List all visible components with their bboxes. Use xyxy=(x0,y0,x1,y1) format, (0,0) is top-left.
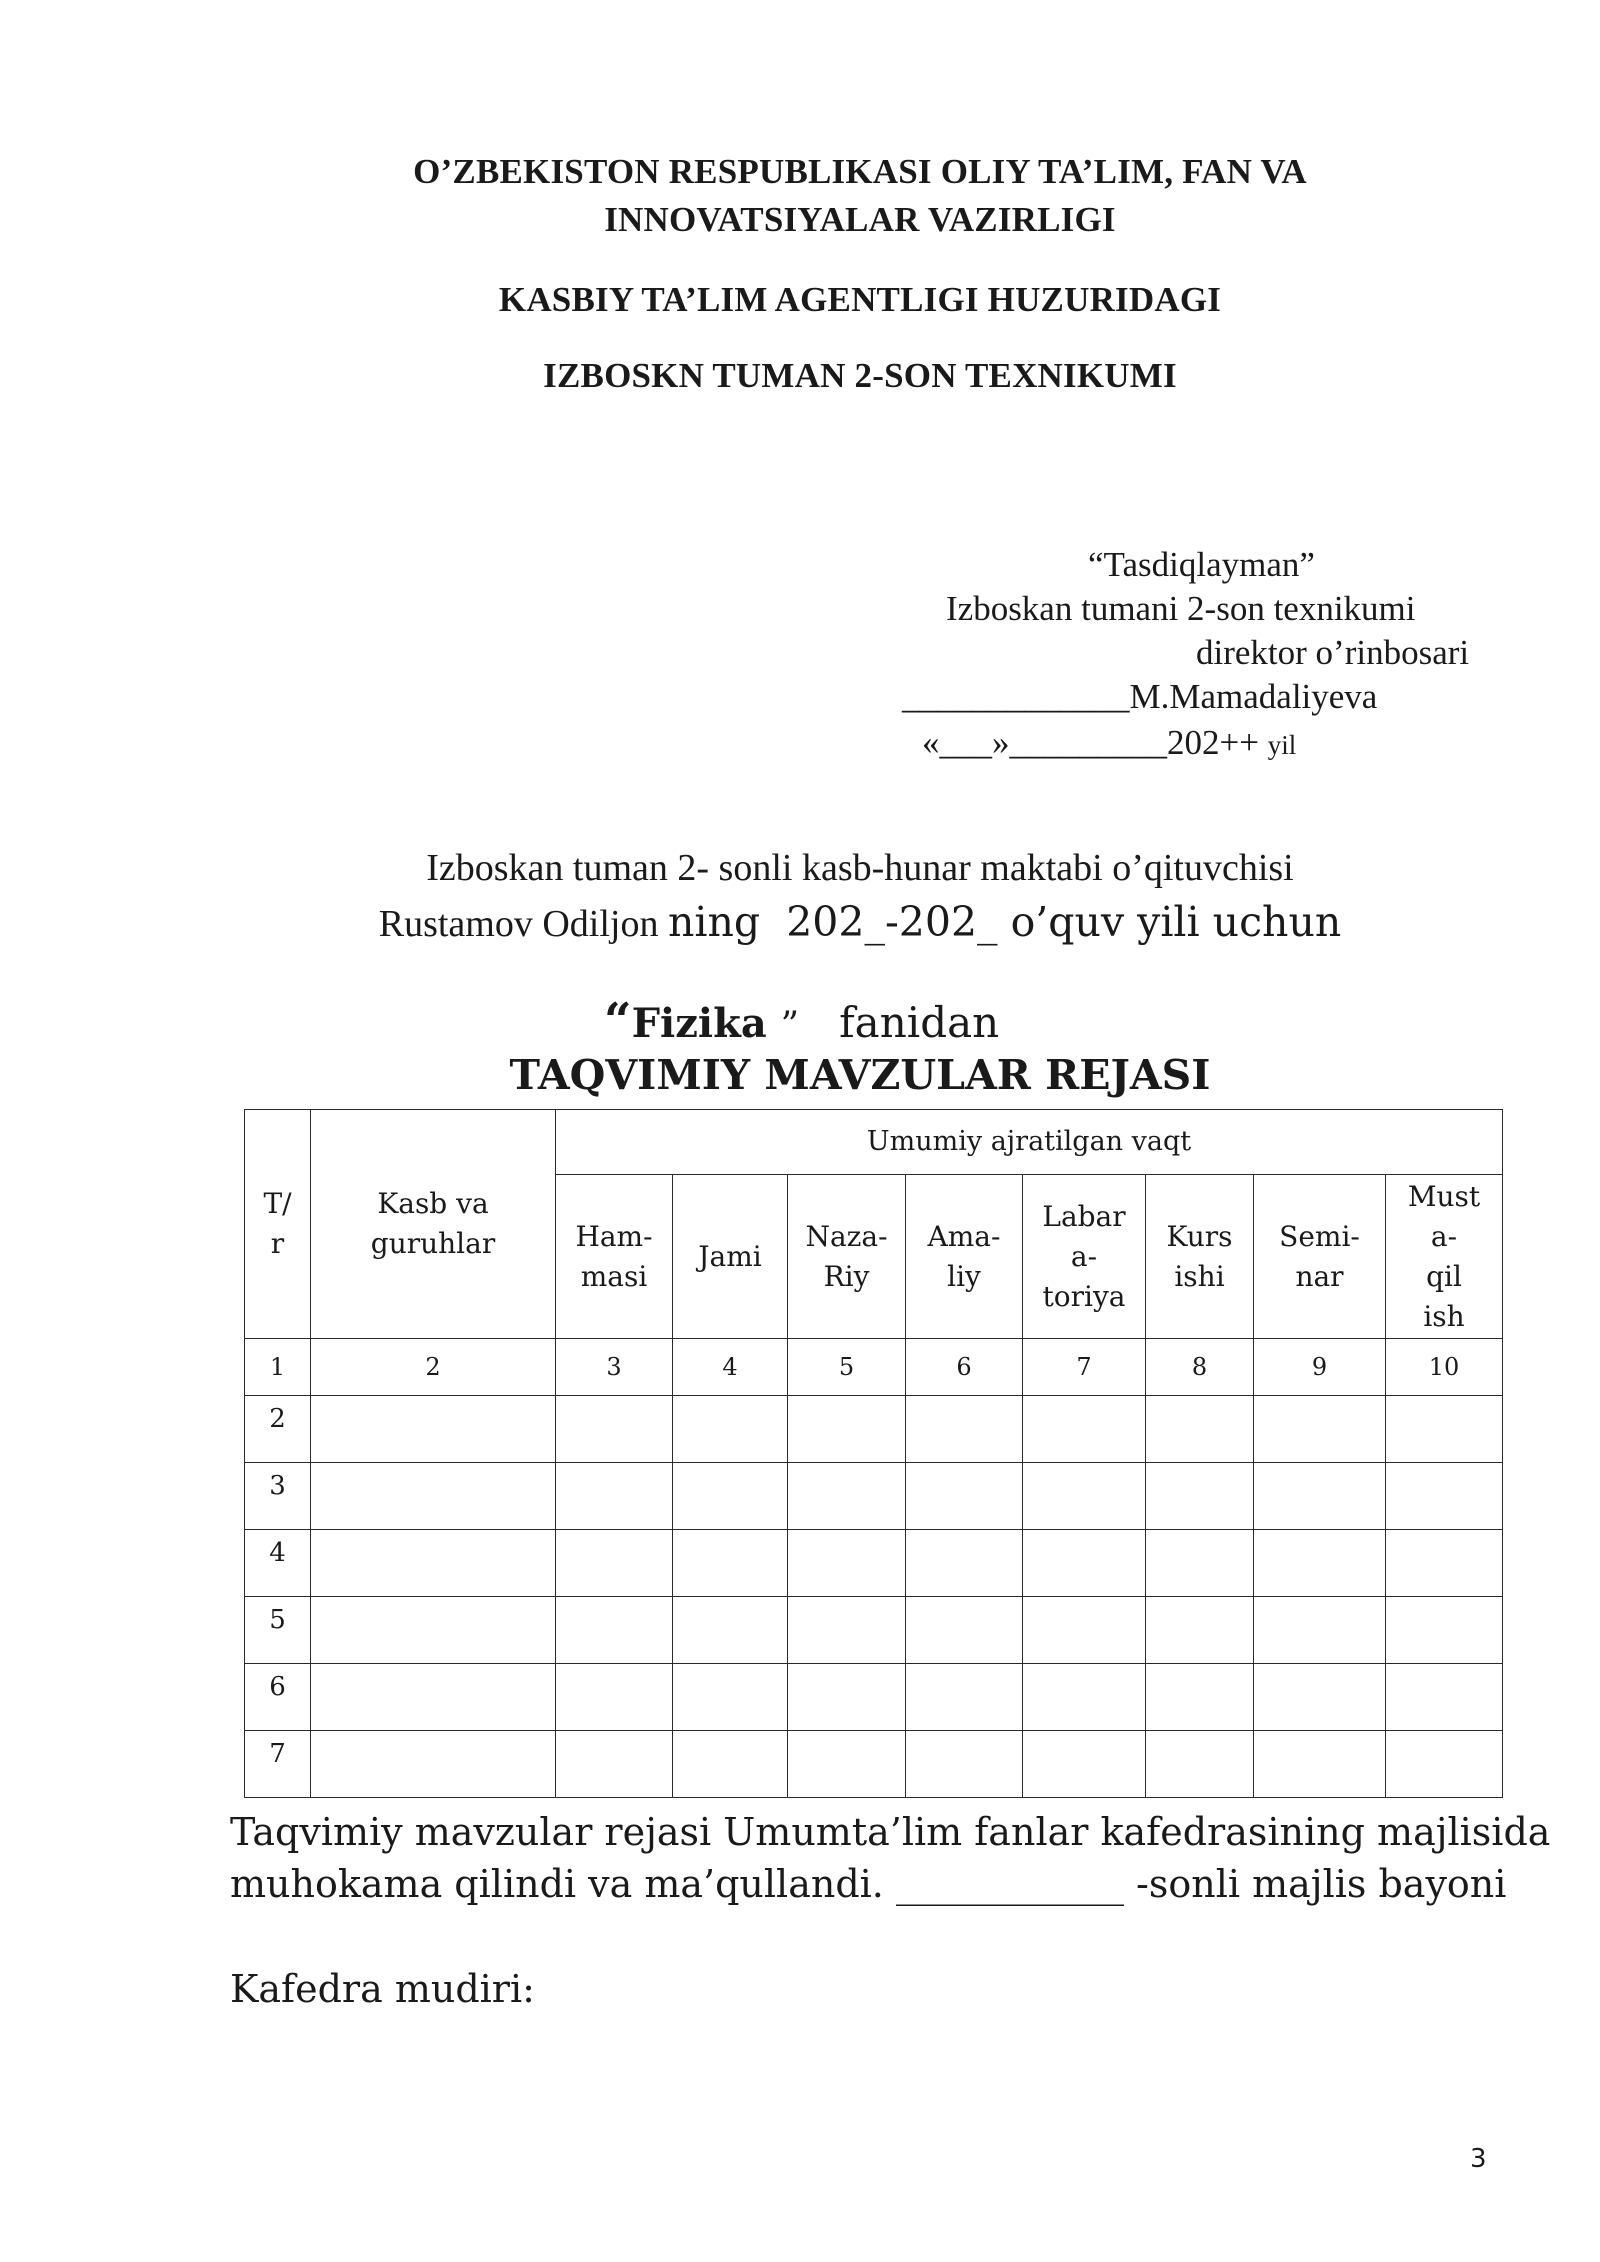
table-cell xyxy=(906,1664,1023,1731)
table-cell xyxy=(788,1463,906,1530)
table-cell xyxy=(1023,1396,1146,1463)
ministry-line-2: INNOVATSIYALAR VAZIRLIGI xyxy=(604,200,1116,239)
agency-line: KASBIY TA’LIM AGENTLIGI HUZURIDAGI xyxy=(498,280,1222,319)
intro-line-2-rest: ning 202_-202_ o’quv yili uchun xyxy=(667,898,1342,946)
row-number: 6 xyxy=(245,1664,311,1731)
intro-line-2 xyxy=(0,898,1600,946)
department-head-label: Kafedra mudiri: xyxy=(230,1967,535,2011)
table-cell xyxy=(1386,1731,1503,1798)
table-cell xyxy=(906,1396,1023,1463)
table-cell xyxy=(1146,1597,1254,1664)
table-cell xyxy=(906,1530,1023,1597)
header-labaratoriya: Labar a- toriya xyxy=(1023,1175,1146,1339)
table-cell xyxy=(673,1731,788,1798)
table-cell xyxy=(556,1463,673,1530)
row-number: 7 xyxy=(245,1731,311,1798)
table-cell xyxy=(906,1731,1023,1798)
table-cell xyxy=(556,1530,673,1597)
ministry-line-1: O’ZBEKISTON RESPUBLIKASI OLIY TA’LIM, FAN VA xyxy=(413,152,1307,191)
table-cell xyxy=(556,1396,673,1463)
table-cell xyxy=(673,1530,788,1597)
table-cell xyxy=(673,1664,788,1731)
col-number: 10 xyxy=(1386,1339,1503,1396)
table-cell xyxy=(1386,1664,1503,1731)
row-number: 4 xyxy=(245,1530,311,1597)
header-jami: Jami xyxy=(673,1175,788,1339)
table-cell xyxy=(673,1597,788,1664)
table-cell xyxy=(1386,1597,1503,1664)
table-cell xyxy=(788,1396,906,1463)
table-cell xyxy=(1386,1463,1503,1530)
table-cell xyxy=(673,1463,788,1530)
table-cell xyxy=(311,1396,556,1463)
header-ama-liy: Ama- liy xyxy=(906,1175,1023,1339)
row-number: 5 xyxy=(245,1597,311,1664)
header-mustaqil-ish: Must a- qil ish xyxy=(1386,1175,1503,1339)
header-seminar: Semi- nar xyxy=(1254,1175,1386,1339)
table-cell xyxy=(1146,1463,1254,1530)
approval-title: “Tasdiqlayman” xyxy=(1088,545,1315,584)
subject-close-quote: ” xyxy=(780,1005,800,1046)
col-number: 6 xyxy=(906,1339,1023,1396)
subject-open-quote: “ xyxy=(604,993,632,1049)
table-cell xyxy=(788,1664,906,1731)
school-line: IZBOSKN TUMAN 2-SON TEXNIKUMI xyxy=(543,356,1177,395)
table-row xyxy=(245,1731,1503,1798)
table-row xyxy=(245,1396,1503,1463)
table-cell xyxy=(311,1731,556,1798)
table-cell xyxy=(1023,1731,1146,1798)
header-row-top xyxy=(245,1110,1503,1175)
table-cell xyxy=(1023,1597,1146,1664)
subject-line xyxy=(604,993,999,1049)
col-number: 9 xyxy=(1254,1339,1386,1396)
table-row xyxy=(245,1597,1503,1664)
col-number: 8 xyxy=(1146,1339,1254,1396)
col-number: 4 xyxy=(673,1339,788,1396)
page-number: 3 xyxy=(1470,2144,1487,2174)
table-cell xyxy=(1254,1731,1386,1798)
table-cell xyxy=(1254,1530,1386,1597)
table-cell xyxy=(1023,1530,1146,1597)
document-title: TAQVIMIY MAVZULAR REJASI xyxy=(509,1051,1211,1099)
table-cell xyxy=(788,1597,906,1664)
row-number: 3 xyxy=(245,1463,311,1530)
table-cell xyxy=(673,1396,788,1463)
table-cell xyxy=(1254,1597,1386,1664)
table-cell xyxy=(906,1463,1023,1530)
subject-suffix: fanidan xyxy=(839,998,1000,1047)
table-cell xyxy=(1386,1396,1503,1463)
header-hammasi: Ham- masi xyxy=(556,1175,673,1339)
table-cell xyxy=(1146,1731,1254,1798)
column-number-row xyxy=(245,1339,1503,1396)
approval-position: direktor o’rinbosari xyxy=(1196,633,1470,672)
table-cell xyxy=(1146,1664,1254,1731)
footer-line-1: Taqvimiy mavzular rejasi Umumta’lim fanlar kafedrasining majlisida xyxy=(230,1810,1551,1854)
table-row xyxy=(245,1530,1503,1597)
header-groups: Kasb va guruhlar xyxy=(311,1110,556,1339)
table-cell xyxy=(1146,1396,1254,1463)
col-number: 1 xyxy=(245,1339,311,1396)
table-cell xyxy=(1023,1463,1146,1530)
table-cell xyxy=(556,1731,673,1798)
table-cell xyxy=(556,1664,673,1731)
intro-line-1: Izboskan tuman 2- sonli kasb-hunar maktabi o’qituvchisi xyxy=(426,847,1294,889)
table-cell xyxy=(1023,1664,1146,1731)
table-cell xyxy=(1254,1664,1386,1731)
table-cell xyxy=(906,1597,1023,1664)
plan-table xyxy=(244,1109,1503,1798)
teacher-name: Rustamov Odiljon xyxy=(378,903,668,945)
approval-date-suffix: yil xyxy=(1267,730,1297,760)
header-tr: T/ r xyxy=(245,1110,311,1339)
header-kurs-ishi: Kurs ishi xyxy=(1146,1175,1254,1339)
table-cell xyxy=(311,1597,556,1664)
table-cell xyxy=(788,1731,906,1798)
table-cell xyxy=(1146,1530,1254,1597)
col-number: 7 xyxy=(1023,1339,1146,1396)
table-row xyxy=(245,1463,1503,1530)
subject-name: Fizika xyxy=(631,1000,781,1047)
col-number: 5 xyxy=(788,1339,906,1396)
row-number: 2 xyxy=(245,1396,311,1463)
header-time: Umumiy ajratilgan vaqt xyxy=(556,1110,1503,1175)
footer-line-2: muhokama qilindi va ma’qullandi. ____________ -sonli majlis bayoni xyxy=(230,1862,1507,1906)
approval-date-main: «___»_________202++ xyxy=(922,723,1259,762)
table-cell xyxy=(1386,1530,1503,1597)
header-naza-riy: Naza- Riy xyxy=(788,1175,906,1339)
table-cell xyxy=(311,1664,556,1731)
table-cell xyxy=(556,1597,673,1664)
col-number: 2 xyxy=(311,1339,556,1396)
approval-date xyxy=(922,723,1296,763)
table-cell xyxy=(1254,1396,1386,1463)
col-number: 3 xyxy=(556,1339,673,1396)
table-cell xyxy=(788,1530,906,1597)
table-row xyxy=(245,1664,1503,1731)
table-cell xyxy=(1254,1463,1386,1530)
approval-org: Izboskan tumani 2-son texnikumi xyxy=(946,589,1416,628)
approval-signature: _____________M.Mamadaliyeva xyxy=(902,677,1378,716)
table-cell xyxy=(311,1463,556,1530)
table-cell xyxy=(311,1530,556,1597)
